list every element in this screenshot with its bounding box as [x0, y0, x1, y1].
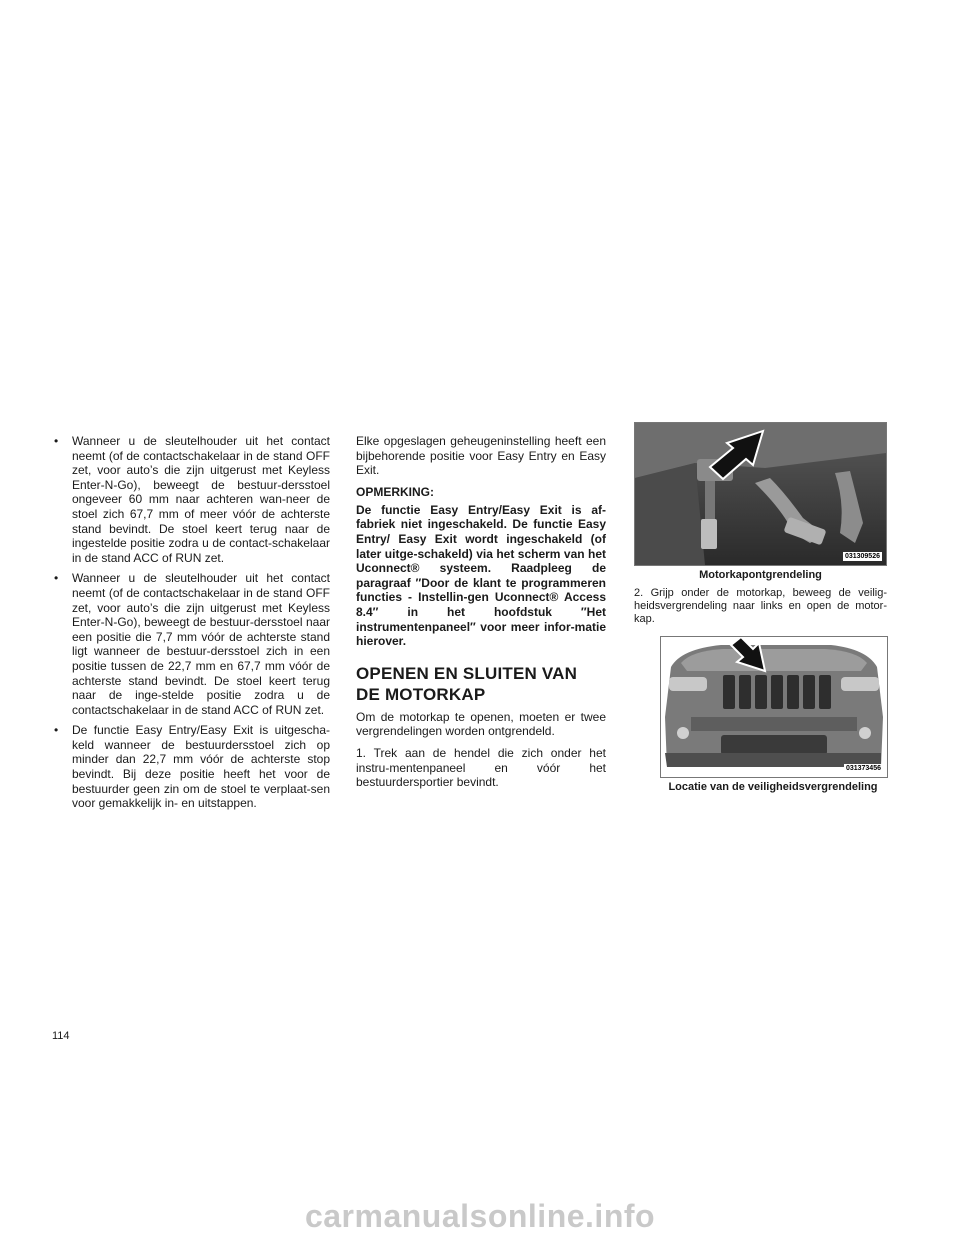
section-title: OPENEN EN SLUITEN VAN DE MOTORKAP — [356, 663, 578, 704]
figure-code: 031309526 — [844, 553, 880, 560]
figure-caption: Locatie van de veiligheidsvergrendeling — [668, 781, 878, 793]
left-column — [52, 434, 330, 817]
jeep-front-photo-drawing — [661, 637, 887, 777]
watermark-text: carmanualsonline.info — [304, 1198, 656, 1234]
hood-release-photo-drawing — [635, 423, 886, 565]
hood-release-lever-photo-icon — [634, 422, 887, 566]
bullet-item — [52, 723, 330, 811]
jeep-front-safety-latch-photo-icon — [660, 636, 888, 778]
bullet-icon: • — [54, 434, 59, 448]
bullet-text: De functie Easy Entry/Easy Exit is uitgescha-keld wanneer de bestuurdersstoel zich op minder dan 22,7 mm vóór de achterste stop bevindt. Bij deze positie heeft het voor de bestuurder geen zin om de stoel te verplaat-sen voor gemakkelijk in- en uitstappen. — [72, 723, 330, 811]
note-label: OPMERKING: — [356, 484, 434, 499]
page-number: 114 — [52, 1030, 70, 1042]
right-column — [634, 422, 887, 799]
step-1: 1. Trek aan de hendel die zich onder het instru-mentenpaneel en vóór het bestuurdersportier bevindt. — [356, 745, 606, 790]
middle-column — [356, 434, 606, 797]
figure-code: 031373456 — [845, 765, 881, 772]
step-2: 2. Grijp onder de motorkap, beweeg de veilig-heidsvergrendeling naar links en open de motor-kap. — [634, 587, 887, 625]
intro-paragraph: Elke opgeslagen geheugeninstelling heeft een bijbehorende positie voor Easy Entry en Easy Exit. — [356, 434, 606, 478]
figure-caption: Motorkapontgrendeling — [699, 569, 822, 581]
bullet-icon: • — [54, 723, 59, 738]
bullet-icon: • — [54, 571, 59, 586]
note-text: De functie Easy Entry/Easy Exit is af-fabriek niet ingeschakeld. De functie Easy Entry/ Easy Exit wordt ingeschakeld (of later uitge-schakeld) via het scherm van het Uconnect® systeem. Raadpleeg de paragraaf ″Door de klant te programmeren functies - Instellin-gen Uconnect® Access 8.4″ in het hoofdstuk ″Het instrumentenpaneel″ voor meer infor-matie hierover. — [356, 502, 606, 649]
bullet-text: Wanneer u de sleutelhouder uit het contact neemt (of de contactschakelaar in de stand OFF zet, voor auto’s die zijn uitgerust met Keyless Enter-N-Go), beweegt de bestuur-dersstoel ongeveer 60 mm naar achteren wan-neer de stoel zich 67,7 mm of meer vóór de achterste stand bevindt. De stoel keert terug naar de ingestelde positie zodra u de contact-schakelaar in de stand ACC of RUN zet. — [72, 434, 330, 565]
section-intro: Om de motorkap te openen, moeten er twee vergrendelingen worden ontgrendeld. — [356, 709, 606, 739]
bullet-item — [52, 571, 330, 717]
bullet-item — [52, 434, 330, 565]
bullet-text: Wanneer u de sleutelhouder uit het contact neemt (of de contactschakelaar in de stand OFF zet, voor auto’s die zijn uitgerust met Keyless Enter-N-Go), beweegt de bestuur-dersstoel naar een positie die 7,7 mm vóór de achterste stand ligt wanneer de bestuur-dersstoel zich in een positie tussen de 22,7 mm en 67,7 mm vóór de achterste stand bevindt. De stoel keert terug naar de inge-stelde positie zodra u de contactschakelaar in de stand ACC of RUN zet. — [72, 571, 330, 717]
